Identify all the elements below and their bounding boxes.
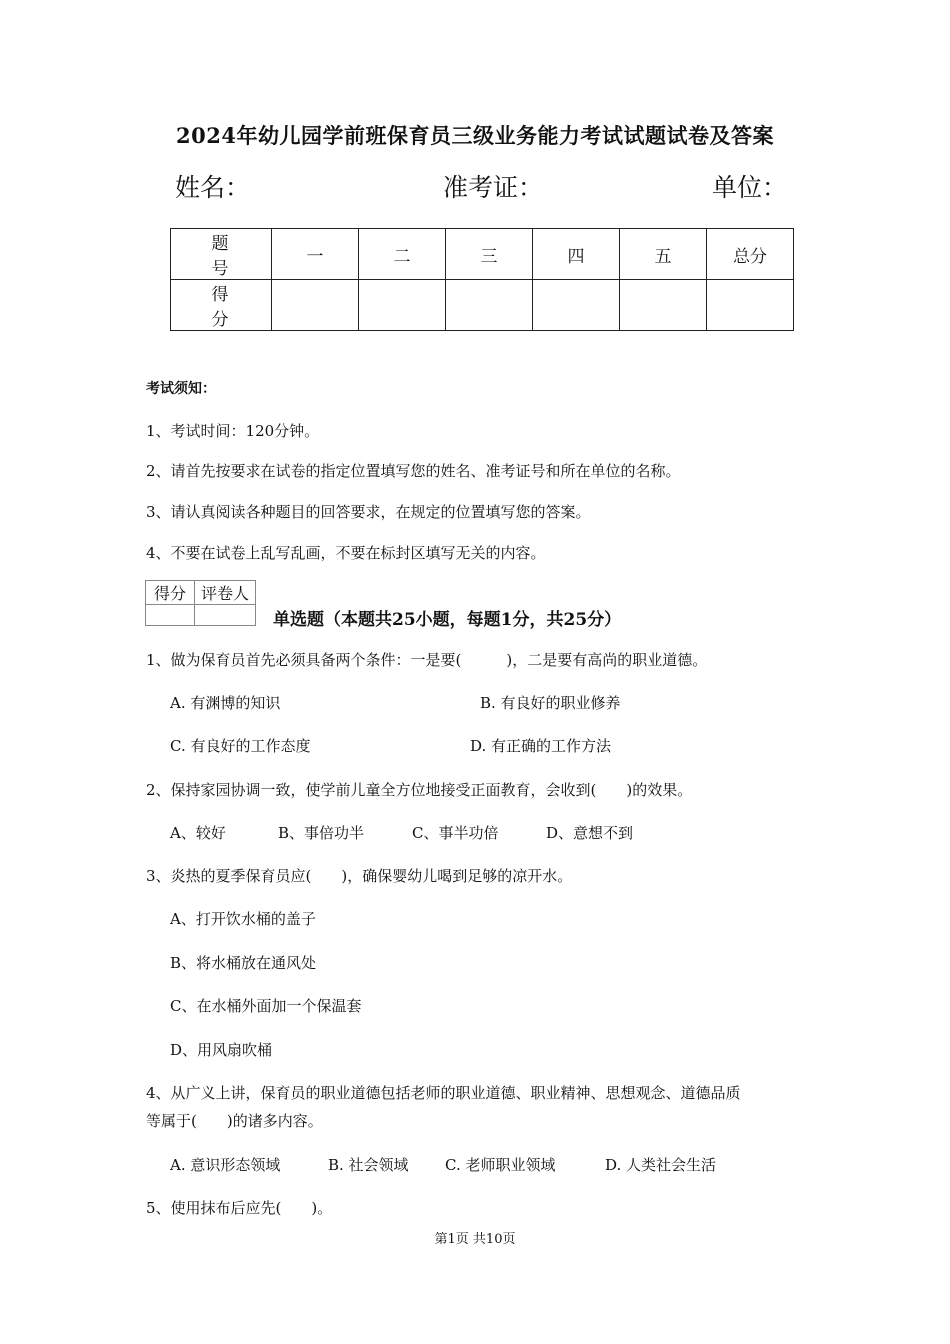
name-field-label: 姓名： (175, 173, 251, 202)
page-footer: 第1页 共10页 (434, 1232, 516, 1247)
score-table-header-row (171, 229, 794, 280)
score-table-col-total: 总分 (707, 229, 794, 280)
score-cell-total (707, 280, 794, 331)
question-4-text-continued: 等属于( )的诸多内容。 (146, 1112, 323, 1130)
score-cell-4 (533, 280, 620, 331)
notice-item-2: 2、请首先按要求在试卷的指定位置填写您的姓名、准考证号和所在单位的名称。 (146, 462, 681, 480)
question-3-option-d: D、用风扇吹桶 (170, 1041, 273, 1059)
question-4-option-d: D. 人类社会生活 (605, 1156, 717, 1174)
score-cell-5 (620, 280, 707, 331)
grader-reviewer-cell (195, 605, 256, 626)
score-cell-1 (272, 280, 359, 331)
question-2-text: 2、保持家园协调一致，使学前儿童全方位地接受正面教育，会收到( )的效果。 (146, 781, 693, 799)
question-3-option-a: A、打开饮水桶的盖子 (170, 910, 316, 928)
score-table-score-label: 得 分 (171, 280, 272, 331)
question-2-option-c: C、事半功倍 (412, 824, 499, 842)
question-5-text: 5、使用抹布后应先( )。 (146, 1199, 333, 1217)
score-table-header-label: 题 号 (171, 229, 272, 280)
notice-item-1: 1、考试时间：120分钟。 (146, 422, 320, 440)
score-table-score-row (171, 280, 794, 331)
unit-field-label: 单位： (712, 173, 788, 202)
question-4-text: 4、从广义上讲，保育员的职业道德包括老师的职业道德、职业精神、思想观念、道德品质 (146, 1084, 741, 1102)
grader-reviewer-label: 评卷人 (195, 581, 256, 605)
question-3-option-c: C、在水桶外面加一个保温套 (170, 997, 362, 1015)
notice-item-4: 4、不要在试卷上乱写乱画，不要在标封区填写无关的内容。 (146, 544, 546, 562)
score-table (170, 228, 794, 331)
question-4-option-a: A. 意识形态领域 (170, 1156, 281, 1174)
grader-box (145, 580, 256, 626)
notice-heading: 考试须知： (146, 381, 216, 397)
question-1-option-a: A. 有渊博的知识 (170, 694, 281, 712)
score-table-col-3: 三 (446, 229, 533, 280)
score-table-col-5: 五 (620, 229, 707, 280)
question-4-option-b: B. 社会领域 (328, 1156, 409, 1174)
score-table-col-4: 四 (533, 229, 620, 280)
section-title: 单选题（本题共25小题，每题1分，共25分） (273, 610, 622, 630)
page-title: 2024年幼儿园学前班保育员三级业务能力考试试题试卷及答案 (176, 123, 774, 148)
exam-number-field-label: 准考证： (443, 173, 544, 202)
question-1-option-d: D. 有正确的工作方法 (470, 737, 612, 755)
grader-score-cell (146, 605, 195, 626)
question-4-option-c: C. 老师职业领域 (445, 1156, 556, 1174)
question-1-text: 1、做为保育员首先必须具备两个条件：一是要( )，二是要有高尚的职业道德。 (146, 651, 708, 669)
notice-item-3: 3、请认真阅读各种题目的回答要求，在规定的位置填写您的答案。 (146, 503, 591, 521)
question-2-option-b: B、事倍功半 (278, 824, 365, 842)
grader-score-label: 得分 (146, 581, 195, 605)
question-3-text: 3、炎热的夏季保育员应( )，确保婴幼儿喝到足够的凉开水。 (146, 867, 573, 885)
question-1-option-c: C. 有良好的工作态度 (170, 737, 311, 755)
question-2-option-d: D、意想不到 (546, 824, 634, 842)
score-table-col-1: 一 (272, 229, 359, 280)
score-table-col-2: 二 (359, 229, 446, 280)
question-2-option-a: A、较好 (170, 824, 226, 842)
question-3-option-b: B、将水桶放在通风处 (170, 954, 317, 972)
score-cell-3 (446, 280, 533, 331)
question-1-option-b: B. 有良好的职业修养 (480, 694, 621, 712)
score-cell-2 (359, 280, 446, 331)
